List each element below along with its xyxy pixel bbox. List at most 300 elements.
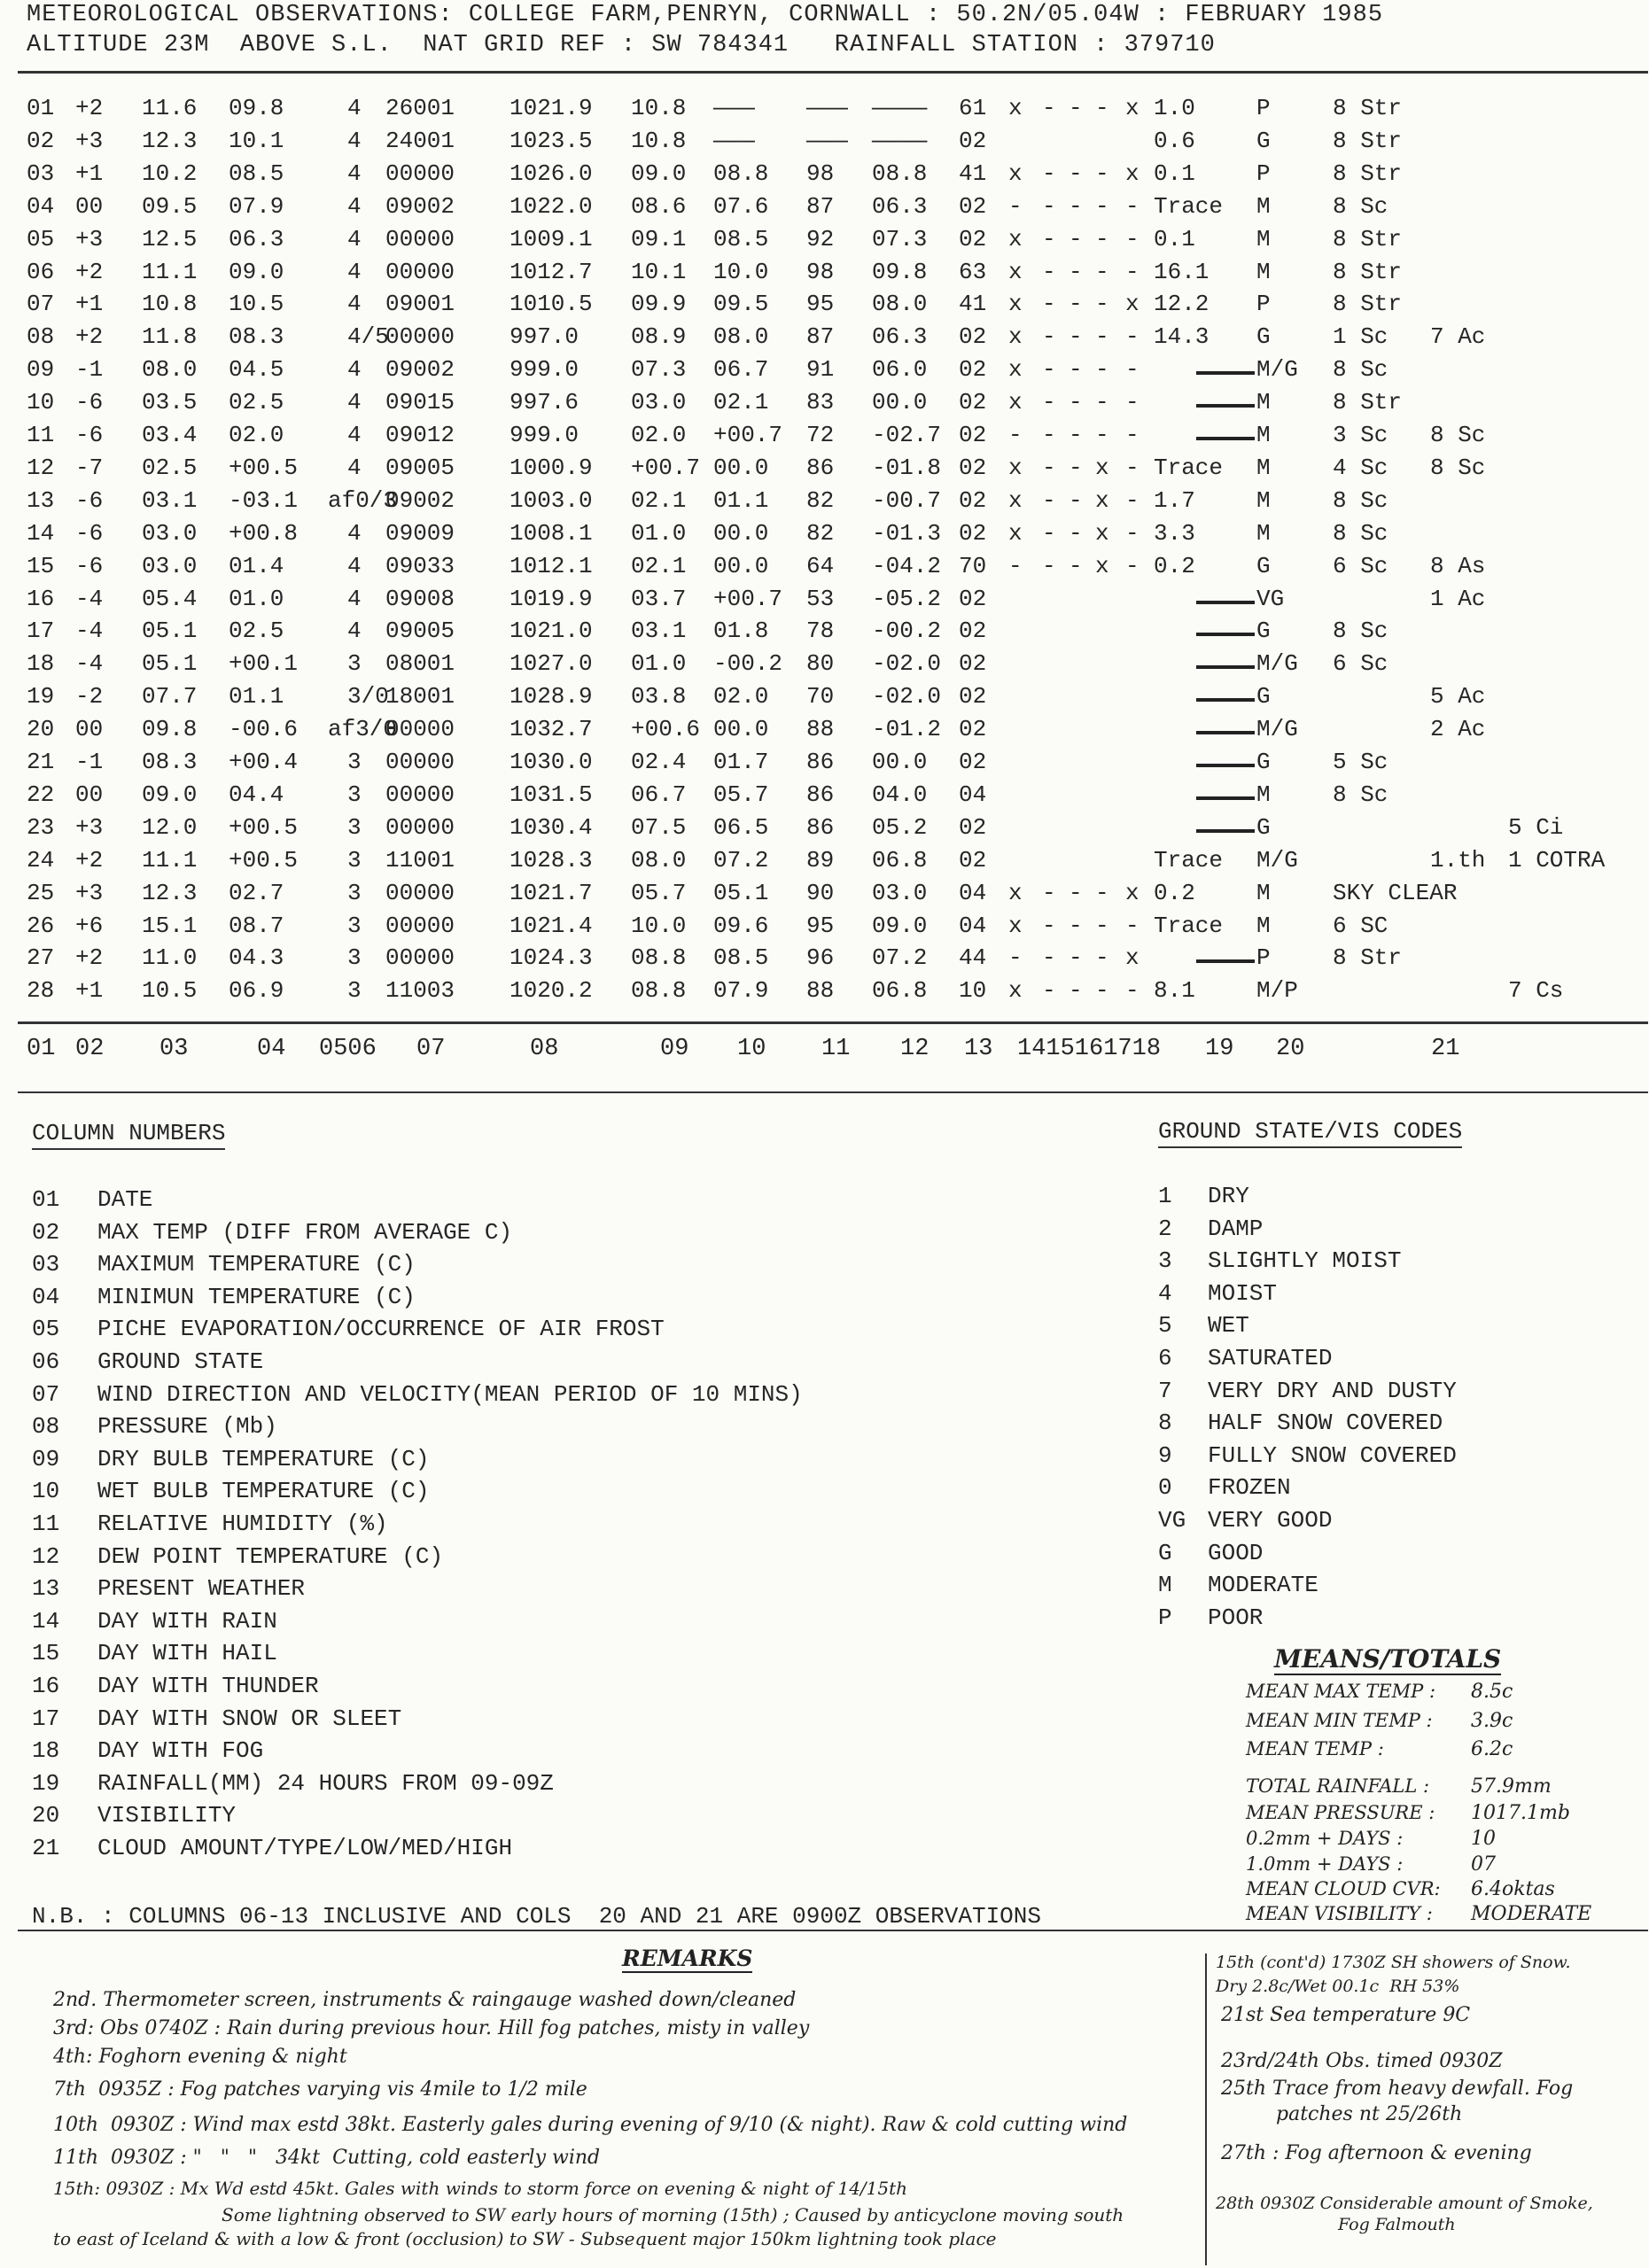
means-label: MEAN MIN TEMP :	[1246, 1710, 1433, 1731]
remark-line: 2nd. Thermometer screen, instruments & raingauge washed down/cleaned	[53, 1989, 797, 2011]
cell-vis: P	[1256, 944, 1271, 972]
cell-a: -4	[75, 650, 104, 678]
cell-min: +00.4	[229, 749, 299, 775]
cell-wx: 02	[959, 225, 987, 252]
cell-d: 08	[27, 323, 55, 351]
cell-dry: 06.7	[631, 781, 687, 808]
cell-wet: 08.5	[713, 944, 769, 972]
cell-a: +2	[75, 258, 104, 285]
cell-c21b: 8 As	[1430, 552, 1486, 579]
cell-dew: ————	[872, 95, 928, 121]
cell-dry: 10.1	[631, 258, 687, 285]
cell-c5: 4	[347, 389, 362, 416]
cell-vis: M	[1256, 389, 1271, 416]
cell-c17: -	[1095, 879, 1109, 906]
code-label: VERY DRY AND DUSTY	[1208, 1377, 1457, 1404]
cell-vis: G	[1256, 683, 1271, 711]
cell-c14: x	[1008, 879, 1023, 906]
cell-pres: 1028.9	[509, 683, 593, 711]
cell-dry: 03.0	[631, 389, 687, 416]
legend-label: DAY WITH FOG	[97, 1737, 264, 1765]
cell-a: +2	[75, 846, 104, 874]
table-row	[27, 259, 1648, 291]
column-number: 20	[1276, 1036, 1305, 1062]
rain-dash	[1196, 698, 1255, 702]
means-label: 0.2mm + DAYS :	[1246, 1828, 1404, 1849]
cell-c5: 4	[347, 519, 362, 547]
remark-line: patches nt 25/26th	[1276, 2103, 1463, 2125]
cell-c21a: 8 Str	[1333, 225, 1403, 252]
cell-dew: 08.8	[872, 159, 928, 187]
cell-wx: 02	[959, 749, 987, 775]
cell-wet: +00.7	[713, 585, 783, 612]
cell-c17: -	[1095, 323, 1109, 351]
cell-dew: -01.8	[872, 454, 942, 481]
remark-line: 3rd: Obs 0740Z : Rain during previous hour. Hill fog patches, misty in valley	[53, 2017, 810, 2039]
cell-c18: x	[1125, 944, 1140, 972]
cell-min: +00.8	[229, 519, 299, 547]
page-title: METEOROLOGICAL OBSERVATIONS: COLLEGE FARM,PENRYN, CORNWALL : 50.2N/05.04W : FEBRUARY 1985	[27, 2, 1384, 28]
cell-rain: 1.7	[1154, 486, 1195, 514]
cell-c17: -	[1095, 422, 1109, 448]
cell-dry: +00.7	[631, 454, 701, 481]
cell-pres: 1012.1	[509, 552, 593, 579]
cell-c17: -	[1095, 159, 1109, 187]
cell-a: 00	[75, 192, 104, 220]
cell-c21a: SKY CLEAR	[1333, 879, 1458, 906]
cell-a: +3	[75, 813, 104, 841]
cell-dew: 06.3	[872, 323, 928, 351]
means-value: 8.5c	[1471, 1681, 1513, 1703]
cell-vis: M/G	[1256, 716, 1298, 743]
cell-wx: 02	[959, 650, 987, 678]
cell-wx: 02	[959, 716, 987, 743]
cell-dew: 09.0	[872, 912, 928, 939]
cell-wet: 08.0	[713, 323, 769, 351]
cell-max: 07.7	[142, 683, 198, 711]
means-label: MEAN CLOUD CVR:	[1246, 1878, 1441, 1899]
cell-wet: 06.7	[713, 356, 769, 384]
legend-number: 02	[32, 1218, 60, 1246]
code: G	[1158, 1539, 1172, 1566]
rain-dash	[1196, 796, 1255, 800]
remarks-divider	[1205, 1953, 1207, 2265]
table-row	[27, 323, 1648, 356]
cell-min: 04.5	[229, 356, 284, 384]
cell-vis: G	[1256, 813, 1271, 841]
column-number: 02	[75, 1036, 105, 1062]
cell-wind: 11003	[385, 977, 455, 1005]
cell-wx: 41	[959, 159, 987, 187]
column-numbers-heading: COLUMN NUMBERS	[32, 1120, 225, 1150]
cell-c21a: 8 Sc	[1333, 617, 1388, 645]
legend-label: PRESENT WEATHER	[97, 1575, 306, 1603]
legend-label: MAXIMUM TEMPERATURE (C)	[97, 1251, 416, 1278]
cell-wind: 00000	[385, 944, 455, 972]
cell-c14: x	[1008, 912, 1023, 939]
cell-max: 08.0	[142, 356, 198, 384]
cell-d: 28	[27, 977, 55, 1005]
cell-wx: 04	[959, 912, 987, 939]
cell-wet: 00.0	[713, 519, 769, 547]
cell-wx: 02	[959, 454, 987, 481]
cell-min: 02.5	[229, 389, 284, 416]
cell-dry: 03.8	[631, 683, 687, 711]
cell-vis: M	[1256, 781, 1271, 808]
code-label: MOIST	[1208, 1279, 1278, 1307]
cell-rh: 78	[806, 617, 835, 645]
cell-vis: M	[1256, 225, 1271, 252]
cell-max: 09.0	[142, 781, 198, 808]
cell-wet: 09.5	[713, 291, 769, 318]
legend-label: DEW POINT TEMPERATURE (C)	[97, 1542, 444, 1570]
cell-c5: 3	[347, 977, 362, 1005]
cell-pres: 1030.4	[509, 813, 593, 841]
cell-max: 08.3	[142, 749, 198, 775]
cell-pres: 1008.1	[509, 519, 593, 547]
cell-dew: 00.0	[872, 749, 928, 775]
column-number: 07	[416, 1036, 446, 1062]
cell-d: 12	[27, 454, 55, 481]
cell-wind: 08001	[385, 650, 455, 678]
cell-max: 09.5	[142, 192, 198, 220]
cell-wind: 09033	[385, 552, 455, 579]
cell-pres: 1023.5	[509, 127, 593, 154]
cell-pres: 1027.0	[509, 650, 593, 678]
table-row	[27, 520, 1648, 553]
cell-wind: 26001	[385, 95, 455, 121]
rain-dash	[1196, 829, 1255, 833]
code-label: GOOD	[1208, 1539, 1264, 1566]
cell-c5: 3	[347, 813, 362, 841]
rain-dash	[1196, 633, 1255, 636]
cell-wind: 00000	[385, 813, 455, 841]
cell-wet: 05.1	[713, 879, 769, 906]
legend-label: DRY BULB TEMPERATURE (C)	[97, 1445, 430, 1472]
cell-c21b: 8 Sc	[1430, 422, 1486, 448]
cell-a: -6	[75, 519, 104, 547]
cell-wx: 61	[959, 95, 987, 121]
cell-rh: 53	[806, 585, 835, 612]
cell-rain: Trace	[1154, 846, 1224, 874]
cell-d: 18	[27, 650, 55, 678]
cell-c15: -	[1042, 192, 1056, 220]
cell-c16: -	[1069, 519, 1083, 547]
table-row	[27, 95, 1648, 128]
cell-c18: -	[1125, 552, 1140, 579]
cell-rh: 64	[806, 552, 835, 579]
cell-vis: P	[1256, 95, 1271, 121]
cell-dry: 02.4	[631, 749, 687, 775]
cell-vis: M	[1256, 258, 1271, 285]
cell-c17: -	[1095, 291, 1109, 318]
cell-pres: 1030.0	[509, 749, 593, 775]
cell-max: 10.2	[142, 159, 198, 187]
cell-dry: 05.7	[631, 879, 687, 906]
cell-a: -6	[75, 422, 104, 448]
code-label: WET	[1208, 1312, 1249, 1340]
cell-vis: M	[1256, 192, 1271, 220]
cell-wet: ———	[713, 95, 755, 121]
cell-d: 22	[27, 781, 55, 808]
cell-dry: 10.0	[631, 912, 687, 939]
cell-wx: 02	[959, 356, 987, 384]
cell-dew: 04.0	[872, 781, 928, 808]
cell-c15: -	[1042, 225, 1056, 252]
legend-number: 16	[32, 1673, 60, 1699]
remark-line: Dry 2.8c/Wet 00.1c RH 53%	[1216, 1977, 1460, 1996]
cell-pres: 1026.0	[509, 159, 593, 187]
cell-wet: 02.0	[713, 683, 769, 711]
cell-rh: 87	[806, 192, 835, 220]
remark-line: Fog Falmouth	[1338, 2215, 1456, 2234]
cell-dew: 06.0	[872, 356, 928, 384]
cell-dew: 06.8	[872, 977, 928, 1005]
cell-min: -03.1	[229, 486, 299, 514]
legend-number: 14	[32, 1607, 60, 1635]
cell-pres: 1021.4	[509, 912, 593, 939]
cell-wet: 07.6	[713, 192, 769, 220]
column-number: 1415161718	[1017, 1036, 1162, 1062]
cell-a: +1	[75, 159, 104, 187]
cell-c5: 4	[347, 552, 362, 579]
cell-dew: ————	[872, 127, 928, 154]
cell-min: 04.3	[229, 944, 284, 972]
cell-c21a: 3 Sc	[1333, 422, 1388, 448]
code: 8	[1158, 1410, 1172, 1437]
table-bottom-divider	[18, 1021, 1648, 1024]
cell-c15: -	[1042, 977, 1056, 1005]
cell-c17: x	[1095, 552, 1109, 579]
cell-rh: 72	[806, 422, 835, 448]
code: 7	[1158, 1377, 1172, 1404]
cell-c18: x	[1125, 291, 1140, 318]
cell-d: 04	[27, 192, 55, 220]
cell-c5: 4	[347, 291, 362, 318]
remarks-heading: REMARKS	[622, 1946, 753, 1971]
cell-wet: 00.0	[713, 716, 769, 743]
cell-d: 17	[27, 617, 55, 645]
code: 9	[1158, 1441, 1172, 1469]
cell-rain: 3.3	[1154, 519, 1195, 547]
cell-wet: 00.0	[713, 454, 769, 481]
cell-wind: 09001	[385, 291, 455, 318]
cell-rh: 95	[806, 912, 835, 939]
cell-c16: -	[1069, 225, 1083, 252]
means-value: 3.9c	[1471, 1710, 1513, 1732]
cell-c16: -	[1069, 258, 1083, 285]
cell-dew: -02.7	[872, 422, 942, 448]
cell-c15: -	[1042, 389, 1056, 416]
legend-label: RELATIVE HUMIDITY (%)	[97, 1511, 388, 1537]
cell-c5: 3/0	[347, 683, 389, 711]
cell-max: 15.1	[142, 912, 198, 939]
cell-max: 05.4	[142, 585, 198, 612]
cell-wind: 11001	[385, 846, 455, 874]
cell-dew: 06.3	[872, 192, 928, 220]
cell-dew: 09.8	[872, 258, 928, 285]
cell-rain: 12.2	[1154, 291, 1210, 318]
cell-rain: Trace	[1154, 912, 1224, 939]
cell-c17: -	[1095, 258, 1109, 285]
cell-wet: 05.7	[713, 781, 769, 808]
cell-dew: -04.2	[872, 552, 942, 579]
cell-max: 10.5	[142, 977, 198, 1005]
code: VG	[1158, 1507, 1186, 1534]
cell-wx: 02	[959, 192, 987, 220]
column-number: 04	[257, 1036, 286, 1062]
cell-rain: 0.6	[1154, 127, 1195, 154]
cell-rh: 95	[806, 291, 835, 318]
cell-c15: -	[1042, 486, 1056, 514]
cell-c5: 4	[347, 159, 362, 187]
legend-label: GROUND STATE	[97, 1348, 264, 1375]
cell-dry: 08.9	[631, 323, 687, 351]
cell-max: 10.8	[142, 291, 198, 318]
cell-wx: 02	[959, 617, 987, 645]
remark-line: 27th : Fog afternoon & evening	[1221, 2142, 1532, 2164]
cell-c21b: 1 Ac	[1430, 585, 1486, 612]
legend-number: 10	[32, 1478, 60, 1505]
column-number: 0506	[319, 1036, 377, 1062]
legend-number: 03	[32, 1251, 60, 1278]
cell-dry: 02.0	[631, 422, 687, 448]
cell-pres: 1000.9	[509, 454, 593, 481]
cell-rh: 86	[806, 813, 835, 841]
cell-c21a: 8 Str	[1333, 291, 1403, 318]
cell-wet: 01.7	[713, 749, 769, 775]
cell-c14: x	[1008, 389, 1023, 416]
code-label: FULLY SNOW COVERED	[1208, 1441, 1457, 1469]
cell-vis: G	[1256, 552, 1271, 579]
cell-d: 03	[27, 159, 55, 187]
cell-a: -4	[75, 617, 104, 645]
cell-c21a: 6 Sc	[1333, 650, 1388, 678]
cell-wind: 18001	[385, 683, 455, 711]
cell-c17: x	[1095, 519, 1109, 547]
remark-line: 7th 0935Z : Fog patches varying vis 4mile to 1/2 mile	[53, 2078, 587, 2101]
header-divider	[18, 71, 1648, 74]
cell-d: 20	[27, 716, 55, 743]
cell-min: 10.1	[229, 127, 284, 154]
cell-c21b: 7 Ac	[1430, 323, 1486, 351]
cell-d: 23	[27, 813, 55, 841]
cell-rh: 86	[806, 454, 835, 481]
cell-wind: 09009	[385, 519, 455, 547]
table-row	[27, 454, 1648, 487]
cell-c21a: 8 Sc	[1333, 356, 1388, 384]
cell-wet: 10.0	[713, 258, 769, 285]
cell-c21a: 8 Str	[1333, 944, 1403, 972]
cell-wet: 00.0	[713, 552, 769, 579]
cell-c21a: 6 SC	[1333, 912, 1388, 939]
cell-c17: -	[1095, 977, 1109, 1005]
cell-max: 11.1	[142, 846, 198, 874]
cell-c21b: 8 Sc	[1430, 454, 1486, 481]
legend-number: 06	[32, 1348, 60, 1375]
cell-c5: af3/0	[328, 716, 398, 743]
cell-c21a: 8 Sc	[1333, 192, 1388, 220]
cell-c15: -	[1042, 95, 1056, 121]
table-row	[27, 389, 1648, 422]
code-label: SATURATED	[1208, 1345, 1333, 1371]
cell-min: 07.9	[229, 192, 284, 220]
cell-c5: 3	[347, 650, 362, 678]
legend-number: 09	[32, 1445, 60, 1472]
cell-c15: -	[1042, 323, 1056, 351]
table-row	[27, 553, 1648, 586]
cell-c14: -	[1008, 552, 1023, 579]
table-row	[27, 487, 1648, 520]
cell-rh: 87	[806, 323, 835, 351]
cell-dry: 10.8	[631, 127, 687, 154]
cell-wx: 44	[959, 944, 987, 972]
cell-c21a: 8 Str	[1333, 258, 1403, 285]
remark-line: Some lightning observed to SW early hours of morning (15th) ; Caused by anticyclone moving south	[222, 2204, 1124, 2225]
cell-rh: 86	[806, 749, 835, 775]
rain-dash	[1196, 437, 1255, 440]
cell-a: -2	[75, 683, 104, 711]
cell-d: 01	[27, 95, 55, 121]
cell-max: 03.0	[142, 519, 198, 547]
cell-c21c: 7 Cs	[1508, 977, 1564, 1005]
cell-d: 26	[27, 912, 55, 939]
cell-rh: ———	[806, 127, 848, 154]
cell-pres: 1003.0	[509, 486, 593, 514]
cell-dry: 09.0	[631, 159, 687, 187]
cell-c5: 4/5	[347, 323, 389, 351]
column-number: 19	[1205, 1036, 1234, 1062]
cell-dry: 02.1	[631, 486, 687, 514]
cell-dew: 08.0	[872, 291, 928, 318]
cell-pres: 1022.0	[509, 192, 593, 220]
cell-c5: 4	[347, 225, 362, 252]
cell-rh: 96	[806, 944, 835, 972]
cell-c16: -	[1069, 422, 1083, 448]
cell-c16: -	[1069, 486, 1083, 514]
cell-c21b: 2 Ac	[1430, 716, 1486, 743]
cell-vis: G	[1256, 749, 1271, 775]
cell-wet: -00.2	[713, 650, 783, 678]
legend-number: 12	[32, 1542, 60, 1570]
cell-min: 09.8	[229, 95, 284, 121]
cell-min: 08.3	[229, 323, 284, 351]
table-row	[27, 193, 1648, 226]
cell-pres: 1032.7	[509, 716, 593, 743]
legend-label: WET BULB TEMPERATURE (C)	[97, 1478, 430, 1505]
means-value: 1017.1mb	[1471, 1802, 1570, 1824]
means-label: MEAN MAX TEMP :	[1246, 1681, 1436, 1702]
legend-number: 20	[32, 1802, 60, 1829]
legend-number: 15	[32, 1640, 60, 1667]
cell-wet: 08.8	[713, 159, 769, 187]
cell-c17: -	[1095, 912, 1109, 939]
cell-vis: M	[1256, 912, 1271, 939]
table-row	[27, 716, 1648, 749]
cell-pres: 1009.1	[509, 225, 593, 252]
means-value: 07	[1471, 1853, 1496, 1876]
cell-a: +2	[75, 323, 104, 351]
cell-rain: 0.1	[1154, 225, 1195, 252]
cell-c5: af0/3	[328, 486, 398, 514]
cell-vis: M	[1256, 519, 1271, 547]
table-row	[27, 617, 1648, 650]
cell-c21c: 1 COTRA	[1508, 846, 1606, 874]
cell-c5: 4	[347, 95, 362, 121]
cell-wx: 02	[959, 486, 987, 514]
cell-vis: G	[1256, 617, 1271, 645]
cell-wx: 02	[959, 127, 987, 154]
